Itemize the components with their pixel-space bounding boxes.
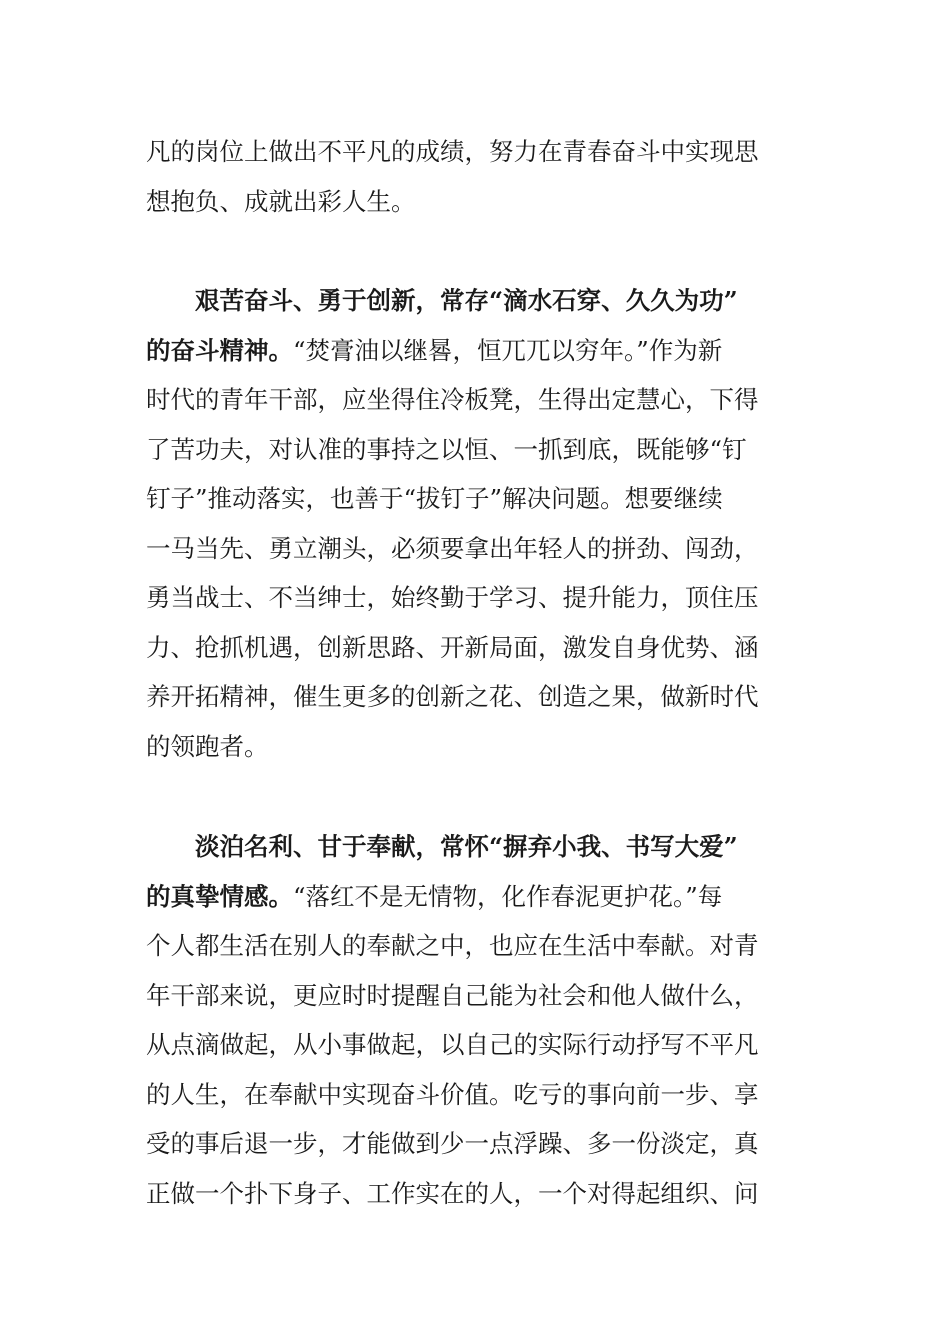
line-text: 受的事后退一步，才能做到少一点浮躁、多一份淡定，真 [146,1129,759,1158]
line-text: 的领跑者。 [146,731,269,761]
text-line [146,276,786,326]
section-heading: 淡泊名利、甘于奉献，常怀“摒弃小我、书写大爱” [195,832,738,861]
line-text: 凡的岗位上做出不平凡的成绩，努力在青春奋斗中实现思 [146,137,759,166]
text-line [146,921,786,971]
text-line [146,1119,786,1169]
line-text: 从点滴做起，从小事做起，以自己的实际行动抒写不平凡 [146,1030,759,1059]
line-text: 一马当先、勇立潮头，必须要拿出年轻人的拼劲、闯劲， [146,533,759,563]
text-line [146,722,786,772]
text-line [146,127,786,177]
section-heading: 的奋斗精神。 [146,335,293,365]
text-line [146,971,786,1021]
line-text: 的人生，在奉献中实现奋斗价值。吃亏的事向前一步、享 [146,1079,759,1109]
line-text: 正做一个扑下身子、工作实在的人，一个对得起组织、问 [146,1178,759,1208]
line-text: 时代的青年干部，应坐得住冷板凳，生得出定慧心，下得 [146,385,759,414]
text-line [146,623,786,673]
text-line [146,1169,786,1219]
line-text: 年干部来说，更应时时提醒自己能为社会和他人做什么， [146,980,759,1010]
line-text: 个人都生活在别人的奉献之中，也应在生活中奉献。对青 [146,931,759,960]
section-heading: 艰苦奋斗、勇于创新，常存“滴水石穿、久久为功” [195,286,738,315]
line-text: “焚膏油以继晷，恒兀兀以穷年。”作为新 [293,335,723,365]
paragraph-continuation [146,127,786,226]
text-line [146,1070,786,1120]
line-text: 勇当战士、不当绅士，始终勤于学习、提升能力，顶住压 [146,583,759,612]
line-text: 力、抢抓机遇，创新思路、开新局面，激发自身优势、涵 [146,632,759,662]
text-line [146,573,786,623]
text-line [146,872,786,922]
section-heading: 的真挚情感。 [146,881,293,911]
text-line [146,1020,786,1070]
line-text: 了苦功夫，对认准的事持之以恒、一抓到底，既能够“钉 [146,434,747,464]
paragraph-dedication [146,822,786,1218]
text-line [146,375,786,425]
paragraph-hard-work [146,276,786,771]
line-text: 钉子”推动落实，也善于“拔钉子”解决问题。想要继续 [146,484,723,513]
text-line [146,524,786,574]
text-line [146,177,786,227]
text-line [146,672,786,722]
text-line [146,474,786,524]
line-text: “落红不是无情物，化作春泥更护花。”每 [293,881,723,911]
line-text: 养开拓精神，催生更多的创新之花、创造之果，做新时代 [146,682,759,711]
text-line [146,326,786,376]
text-line [146,425,786,475]
line-text: 想抱负、成就出彩人生。 [146,186,416,216]
text-line [146,822,786,872]
